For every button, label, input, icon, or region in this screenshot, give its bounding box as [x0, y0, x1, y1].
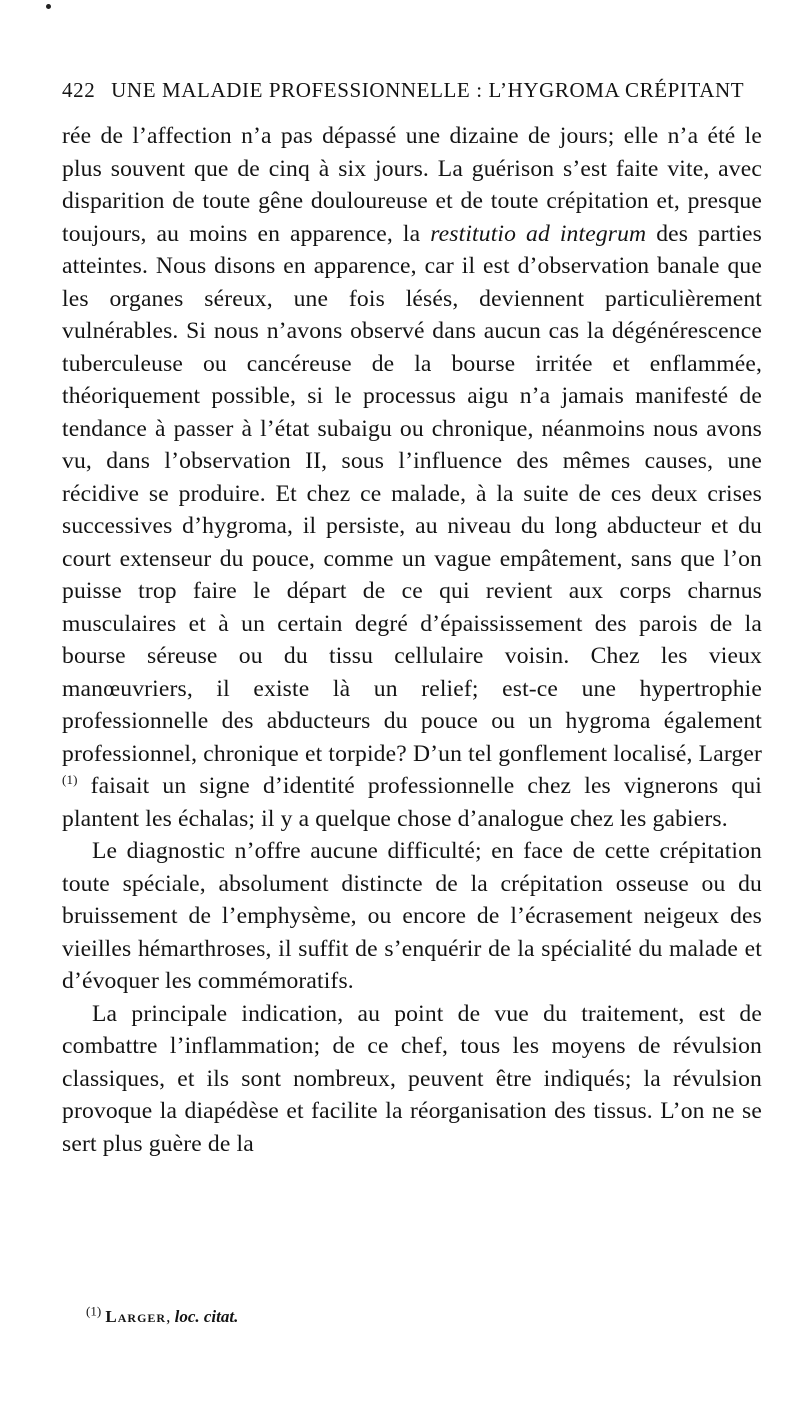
footnote-citation: loc. citat. — [174, 1307, 239, 1326]
paragraph-1-text-c: faisait un signe d’identité professionnelle chez les vignerons qui plantent les échalas; il y a quelque chose d’analogue chez les gabiers. — [62, 773, 762, 832]
page-number: 422 — [62, 78, 96, 102]
paragraph-1-text-b: des parties atteintes. Nous disons en apparence, car il est d’observation banale que les organes séreux, une fois lésés, deviennent particulièrement vulnérables. Si nous n’avons observé dans aucun cas la dégénérescence tuberculeuse ou cancéreuse de la bourse irritée et enflammée, théoriquement possible, si le processus aigu n’a jamais manifesté de tendance à passer à l’état subaigu ou chronique, néanmoins nous avons vu, dans l’observation II, sous l’influence des mêmes causes, une récidive se produire. Et chez ce malade, à la suite de ces deux crises successives d’hygroma, il persiste, au niveau du long abducteur et du court extenseur du pouce, comme un vague empâtement, sans que l’on puisse trop faire le départ de ce qui revient aux corps charnus musculaires et à un certain degré d’épaississement des parois de la bourse séreuse ou du tissu cellulaire voisin. Chez les vieux manœuvriers, il existe là un relief; est-ce une hypertrophie professionnelle des abducteurs du pouce ou un hygroma également professionnel, chronique et torpide? D’un tel gonflement localisé, Larger — [62, 220, 762, 767]
print-speck — [46, 4, 51, 9]
footnote-reference: (1) — [62, 772, 78, 788]
paragraph-1-text-a: rée de l’affection n’a pas dépassé une dizaine de jours; elle n’a été le plus souvent que de cinq à six jours. La guérison s’est faite vite, avec disparition de toute gêne douloureuse et de toute crépitation et, presque toujours, au moins en apparence, la — [62, 123, 762, 247]
running-header — [62, 78, 762, 103]
footnote-author: Larger — [105, 1307, 167, 1326]
footnote-marker: (1) — [86, 1303, 102, 1319]
footnote: $^{(1)}$ Larger, loc. citat. — [86, 1303, 239, 1326]
paragraph-2: Le diagnostic n’offre aucune difficulté; en face de cette crépitation toute spéciale, absolument distincte de la crépitation osseuse ou du bruissement de l’emphysème, ou encore de l’écrasement neigeux des vieilles hémarthroses, il suffit de s’enquérir de la spécialité du malade et d’évoquer les commémoratifs. — [62, 838, 762, 994]
paragraph-1 — [62, 120, 762, 835]
latin-phrase: restitutio ad integrum — [430, 220, 647, 247]
running-title: UNE MALADIE PROFESSIONNELLE : L’HYGROMA CRÉPITANT — [111, 78, 745, 102]
body-text — [62, 120, 762, 1160]
paragraph-3: La principale indication, au point de vue du traitement, est de combattre l’inflammation; de ce chef, tous les moyens de révulsion classiques, et ils sont nombreux, peuvent être indiqués; la révulsion provoque la diapédèse et facilite la réorganisation des tissus. L’on ne se sert plus guère de la — [62, 1000, 762, 1157]
